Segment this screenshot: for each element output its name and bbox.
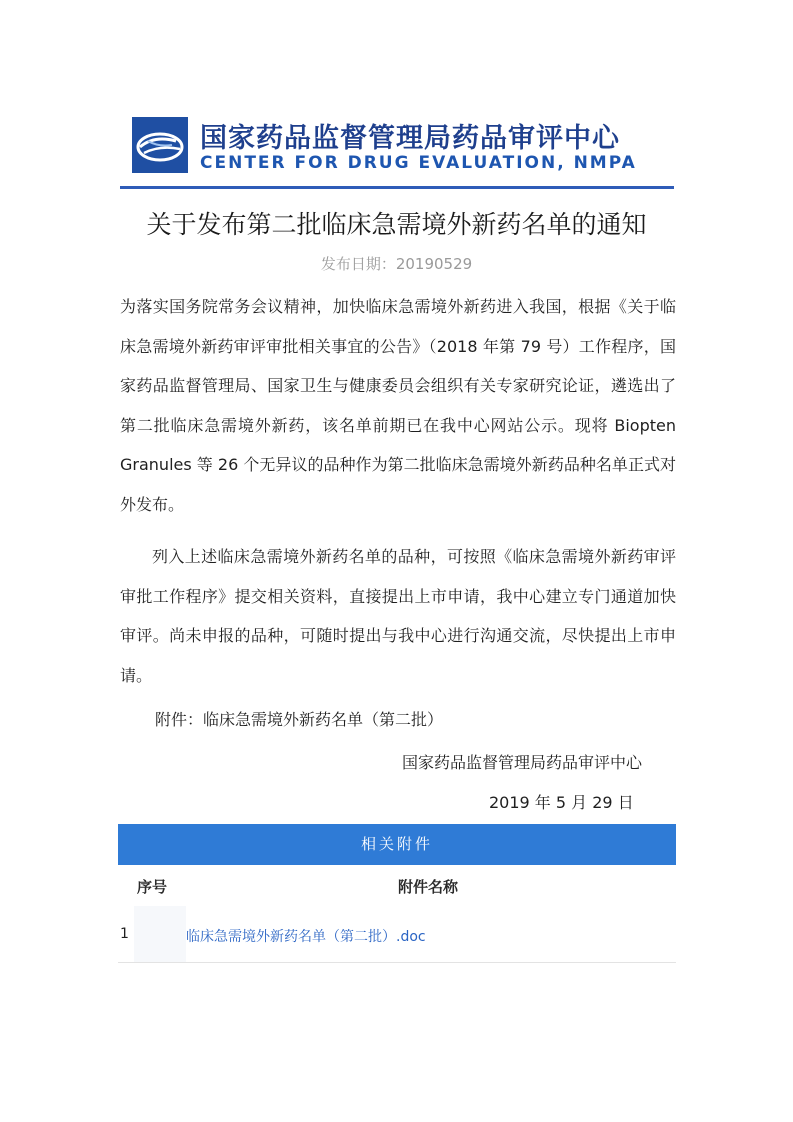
signature-date: 2019 年 5 月 29 日 <box>489 793 634 812</box>
column-header-seq: 序号 <box>137 878 168 896</box>
page-header <box>120 108 674 188</box>
attachments-header-bar: 相关附件 <box>118 824 676 865</box>
body-paragraph-2: 列入上述临床急需境外新药名单的品种，可按照《临床急需境外新药审评审批工作程序》提交相关资料，直接提出上市申请，我中心建立专门通道加快审评。尚未申报的品种，可随时提出与我中心进行沟通交流，尽快提出上市申请。 <box>120 547 676 685</box>
header-divider <box>120 186 674 189</box>
column-header-name: 附件名称 <box>398 878 459 896</box>
attachment-download-link[interactable]: 临床急需境外新药名单（第二批）.doc <box>186 929 426 945</box>
publish-date: 发布日期：20190529 <box>320 255 473 273</box>
attachment-note: 附件：临床急需境外新药名单（第二批） <box>155 710 444 729</box>
org-name-en: CENTER FOR DRUG EVALUATION, NMPA <box>200 153 637 173</box>
body-paragraph-1: 为落实国务院常务会议精神，加快临床急需境外新药进入我国，根据《关于临床急需境外新药审评审批相关事宜的公告》（2018 年第 79 号）工作程序，国家药品监督管理局、国家卫生与健康委员会组织有关专家研究论证，遴选出了第二批临床急需境外新药，该名单前期已在我中心网站公示。现将 Biopten Granules 等 26 个无异议的品种作为第二批临床急需境外新药品种名单正式对外发布。 <box>120 297 676 514</box>
table-row-seq: 1 <box>120 926 129 942</box>
org-name-cn: 国家药品监督管理局药品审评中心 <box>200 123 620 154</box>
table-row-divider <box>118 962 676 963</box>
signature-org: 国家药品监督管理局药品审评中心 <box>402 753 643 772</box>
table-row-highlight <box>134 906 186 962</box>
cde-logo-icon <box>132 117 188 173</box>
notice-title: 关于发布第二批临床急需境外新药名单的通知 <box>146 210 647 239</box>
